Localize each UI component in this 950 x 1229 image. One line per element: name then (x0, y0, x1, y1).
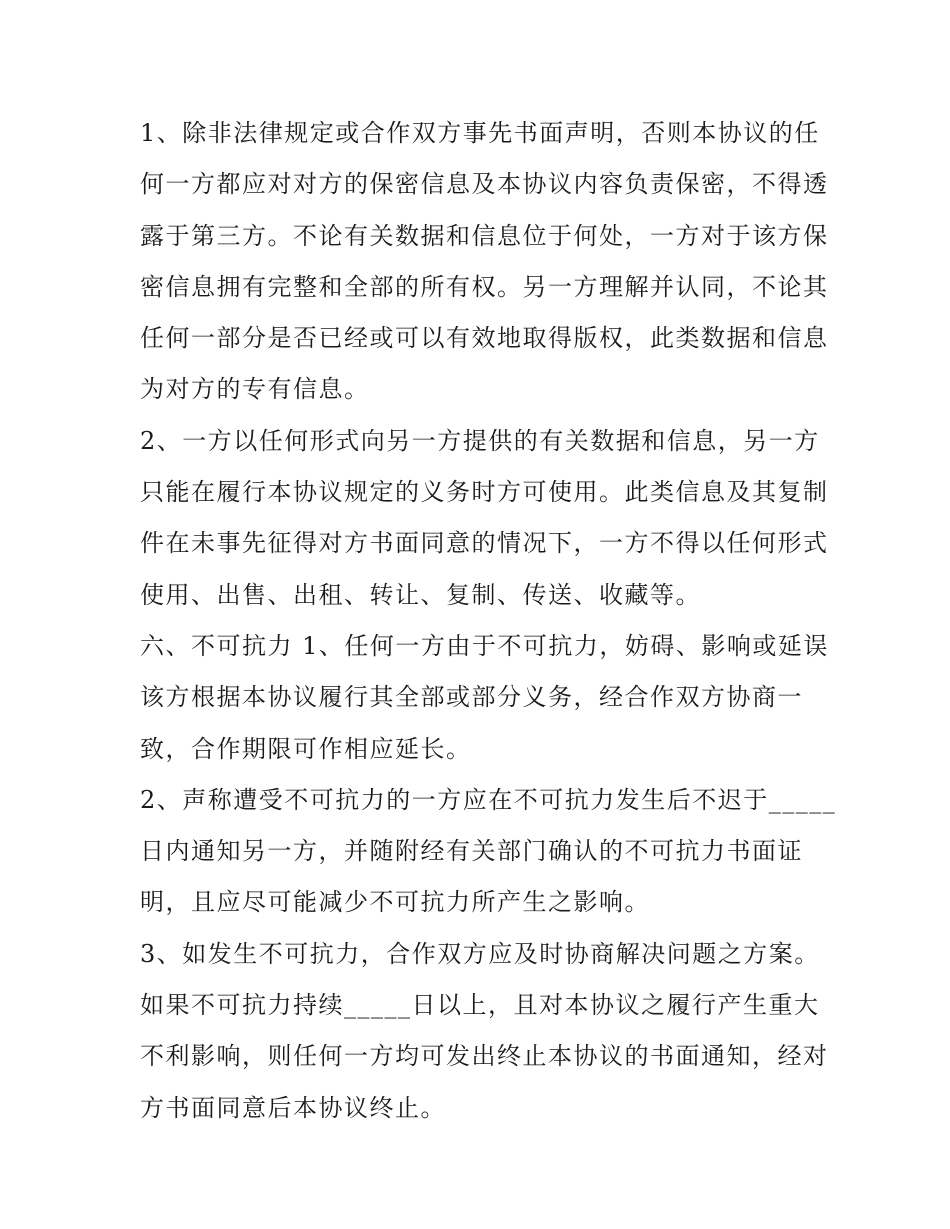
text-line-3: 露于第三方。不论有关数据和信息位于何处，一方对于该方保 (140, 221, 829, 250)
text-line-17: 3、如发生不可抗力，合作双方应及时协商解决问题之方案。 (140, 939, 820, 968)
text-line-15: 日内通知另一方，并随附经有关部门确认的不可抗力书面证 (140, 837, 803, 866)
text-line-19: 不利影响，则任何一方均可发出终止本协议的书面通知，经对 (140, 1042, 829, 1071)
text-line-20: 方书面同意后本协议终止。 (140, 1093, 446, 1122)
text-line-7: 2、一方以任何形式向另一方提供的有关数据和信息，另一方 (140, 426, 820, 455)
text-line-10: 使用、出售、出租、转让、复制、传送、收藏等。 (140, 580, 701, 609)
text-line-9: 件在未事先征得对方书面同意的情况下，一方不得以任何形式 (140, 529, 829, 558)
text-line-13: 致，合作期限可作相应延长。 (140, 734, 472, 763)
text-line-1: 1、除非法律规定或合作双方事先书面声明，否则本协议的任 (140, 119, 820, 147)
text-line-14: 2、声称遭受不可抗力的一方应在不可抗力发生后不迟于_____ (140, 785, 837, 814)
text-line-8: 只能在履行本协议规定的义务时方可使用。此类信息及其复制 (140, 478, 829, 507)
text-line-18: 如果不可抗力持续_____日以上，且对本协议之履行产生重大 (140, 991, 820, 1020)
text-line-6: 为对方的专有信息。 (140, 375, 370, 404)
text-line-5: 任何一部分是否已经或可以有效地取得版权，此类数据和信息 (140, 324, 829, 353)
text-line-11: 六、不可抗力 1、任何一方由于不可抗力，妨碍、影响或延误 (140, 631, 829, 660)
text-line-2: 何一方都应对对方的保密信息及本协议内容负责保密，不得透 (140, 170, 829, 199)
text-line-12: 该方根据本协议履行其全部或部分义务，经合作双方协商一 (140, 683, 803, 712)
document-body (140, 108, 837, 1134)
text-line-16: 明，且应尽可能减少不可抗力所产生之影响。 (140, 888, 650, 917)
text-line-4: 密信息拥有完整和全部的所有权。另一方理解并认同，不论其 (140, 272, 829, 301)
